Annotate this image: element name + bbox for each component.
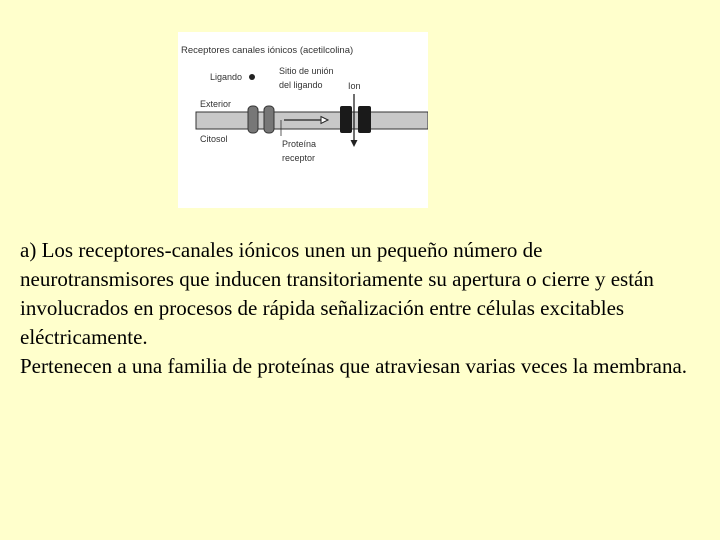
open-channel-right-subunit [358, 106, 371, 133]
diagram-title: Receptores canales iónicos (acetilcolina) [181, 45, 354, 56]
body-text [20, 236, 700, 381]
ligand-dot-icon [249, 74, 255, 80]
ion-flow-arrowhead-icon [351, 140, 358, 147]
closed-channel-left-subunit [248, 106, 258, 133]
closed-channel-right-subunit [264, 106, 274, 133]
ion-channel-svg [178, 32, 428, 208]
exterior-label: Exterior [200, 99, 232, 109]
ligand-label: Ligando [210, 72, 243, 82]
receptor-label-line1: Proteína [282, 139, 317, 149]
receptor-label-line2: receptor [282, 153, 316, 163]
ion-label: Ion [348, 81, 361, 91]
paragraph-1: a) Los receptores-canales iónicos unen un pequeño número de neurotransmisores que inducen transitoriamente su apertura o cierre y están involucrados en procesos de rápida señalización entre células excitables eléctricamente. [20, 238, 654, 349]
paragraph-2: Pertenecen a una familia de proteínas que atraviesan varias veces la membrana. [20, 354, 688, 378]
cytosol-label: Citosol [200, 134, 228, 144]
ion-channel-diagram [178, 32, 428, 208]
binding-site-label-line2: del ligando [279, 80, 323, 90]
binding-site-label-line1: Sitio de unión [279, 66, 334, 76]
open-channel-left-subunit [340, 106, 352, 133]
